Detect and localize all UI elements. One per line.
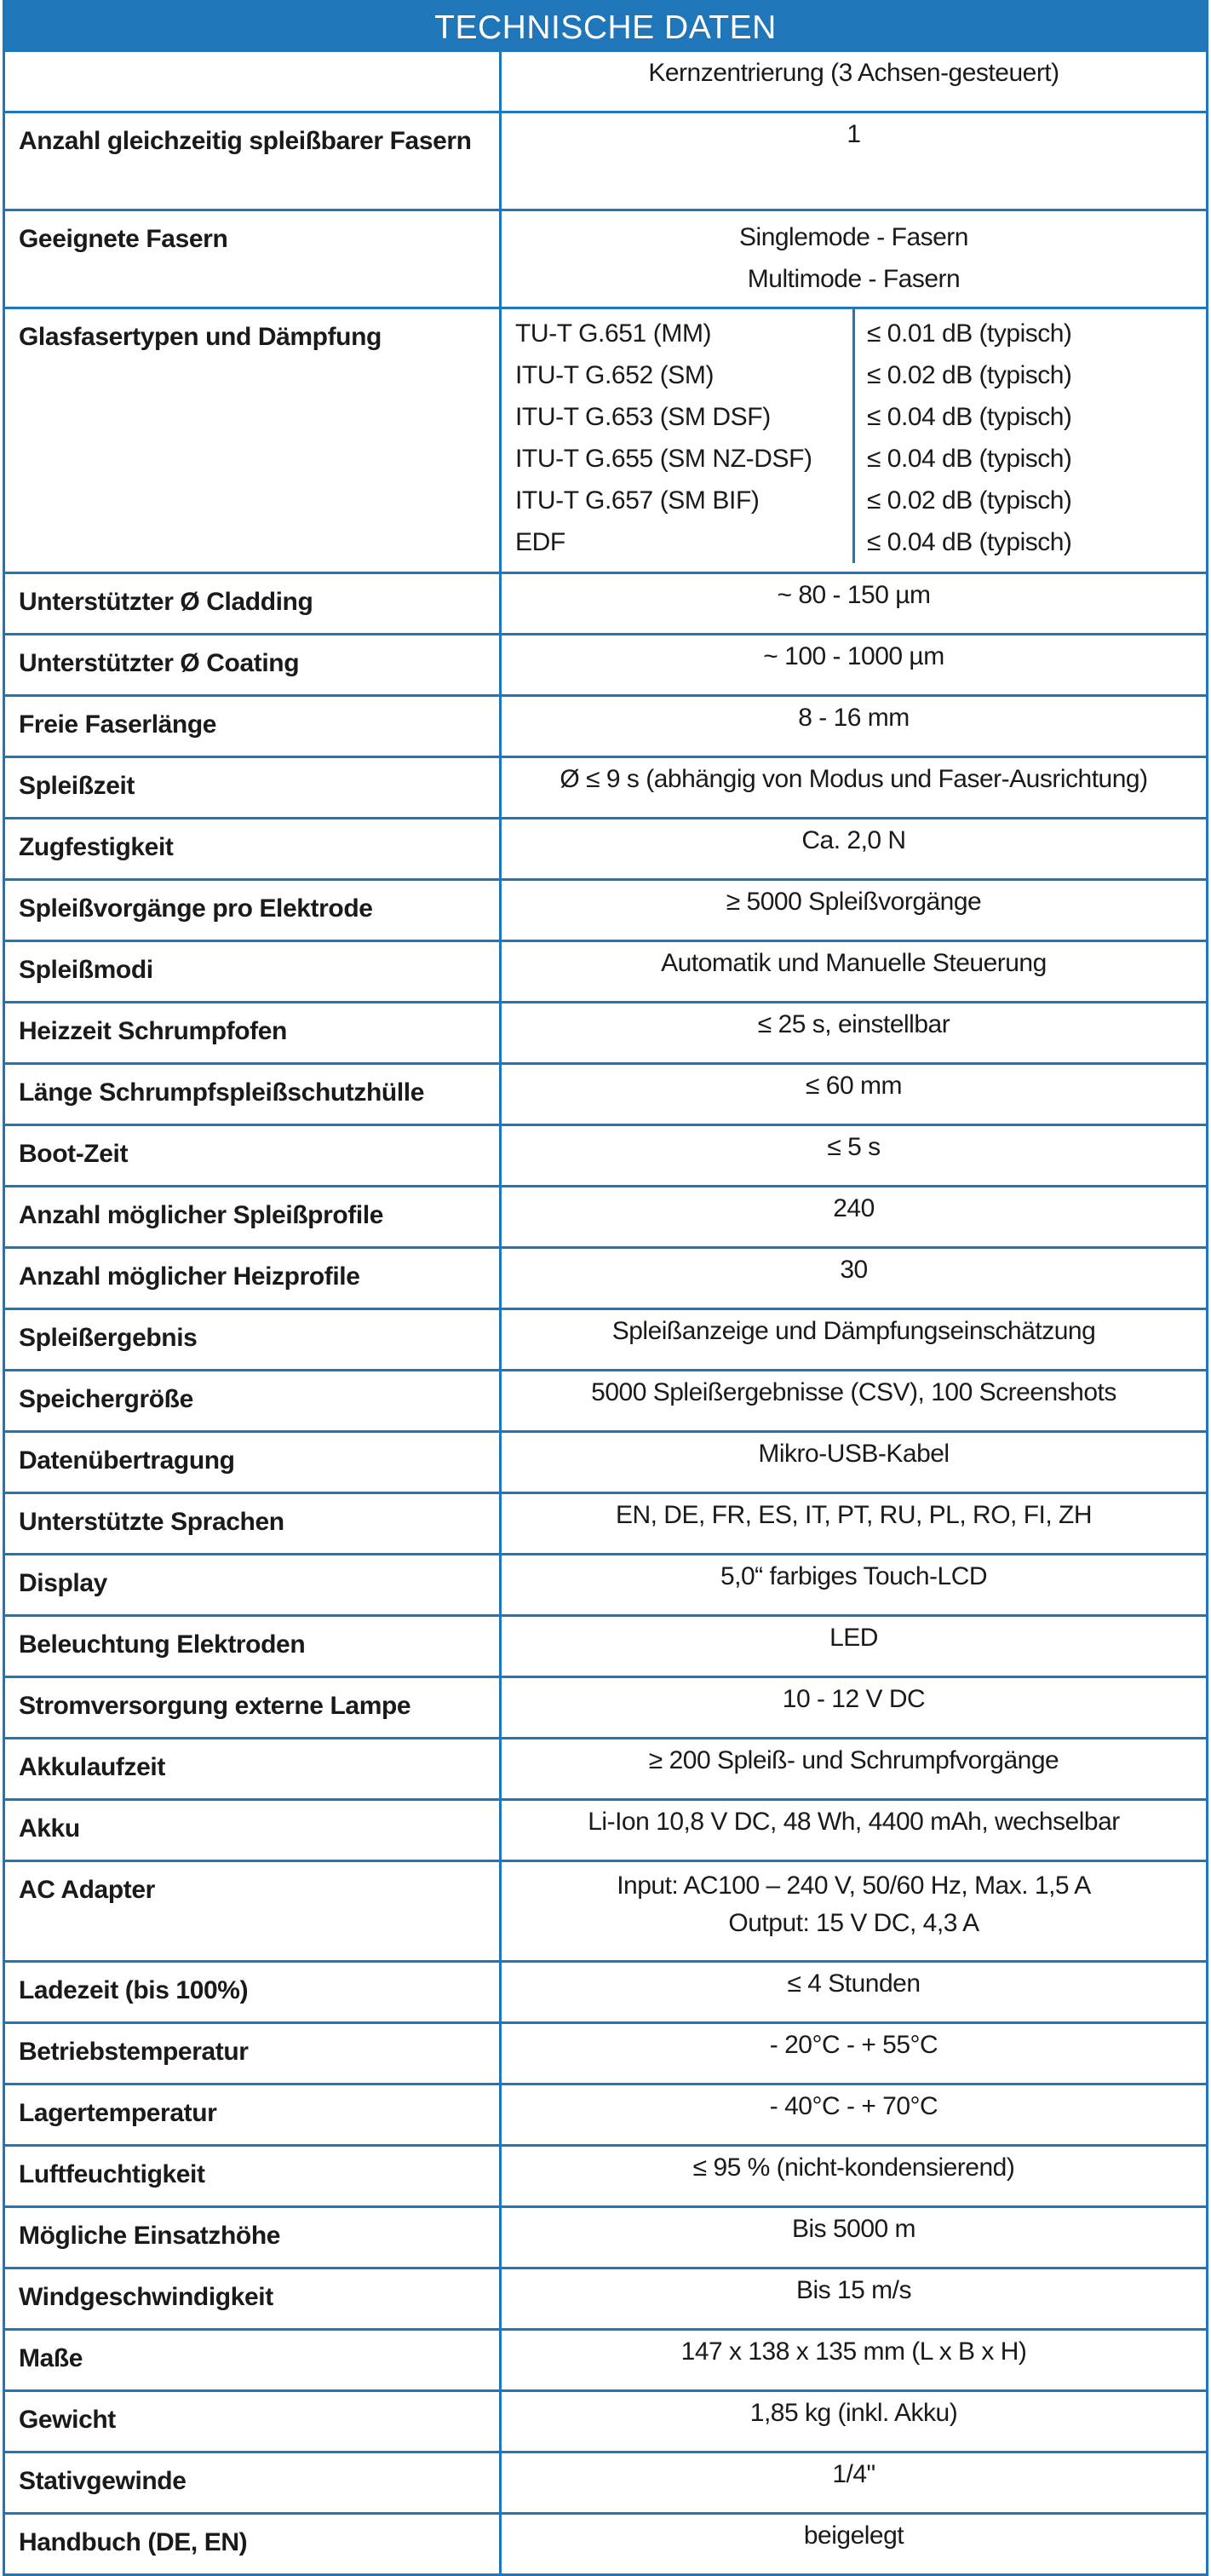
row-value: 10 - 12 V DC [501, 1677, 1208, 1739]
row-value: 147 x 138 x 135 mm (L x B x H) [501, 2330, 1208, 2391]
table-row [4, 1432, 1208, 1493]
row-label: Unterstützte Sprachen [4, 1493, 501, 1555]
fiber-type: ITU-T G.653 (SM DSF) [515, 403, 771, 431]
row-label: Zugfestigkeit [4, 819, 501, 880]
fiber-loss-list [855, 309, 1206, 563]
row-label: Spleißergebnis [4, 1309, 501, 1371]
row-value: Automatik und Manuelle Steuerung [501, 941, 1208, 1003]
row-label: Display [4, 1555, 501, 1616]
table-row [4, 1187, 1208, 1248]
table-row [4, 635, 1208, 696]
table-row [4, 1739, 1208, 1800]
fiber-loss: ≤ 0.04 dB (typisch) [867, 403, 1072, 431]
fiber-type: ITU-T G.655 (SM NZ-DSF) [515, 445, 812, 473]
table-row [4, 2514, 1208, 2575]
row-label: Heizzeit Schrumpfofen [4, 1003, 501, 1064]
row-label: Spleißvorgänge pro Elektrode [4, 880, 501, 941]
row-label: Akku [4, 1800, 501, 1861]
row-value: ≤ 4 Stunden [501, 1962, 1208, 2023]
row-label: Geeignete Fasern [4, 210, 501, 308]
row-value [501, 210, 1208, 308]
value-line: Multimode - Fasern [747, 265, 961, 293]
row-label: Unterstützter Ø Coating [4, 635, 501, 696]
row-value: ≥ 5000 Spleißvorgänge [501, 880, 1208, 941]
row-value: Kernzentrierung (3 Achsen-gesteuert) [501, 51, 1208, 112]
row-value: Mikro-USB-Kabel [501, 1432, 1208, 1493]
row-value: 5000 Spleißergebnisse (CSV), 100 Screenshots [501, 1371, 1208, 1432]
value-line: Output: 15 V DC, 4,3 A [728, 1909, 979, 1937]
row-label: Gewicht [4, 2391, 501, 2452]
row-label: Stativgewinde [4, 2452, 501, 2514]
table-row [4, 1248, 1208, 1309]
row-value: Spleißanzeige und Dämpfungseinschätzung [501, 1309, 1208, 1371]
row-value: ~ 100 - 1000 µm [501, 635, 1208, 696]
row-value: ≤ 5 s [501, 1125, 1208, 1187]
table-row [4, 1309, 1208, 1371]
row-value: 5,0“ farbiges Touch-LCD [501, 1555, 1208, 1616]
table-row [4, 1677, 1208, 1739]
row-label: Mögliche Einsatzhöhe [4, 2207, 501, 2268]
table-row [4, 757, 1208, 819]
fiber-type: TU-T G.651 (MM) [515, 319, 712, 348]
row-value: ~ 80 - 150 µm [501, 573, 1208, 635]
row-value: ≤ 25 s, einstellbar [501, 1003, 1208, 1064]
table-row [4, 2146, 1208, 2207]
row-label: Boot-Zeit [4, 1125, 501, 1187]
row-label [4, 51, 501, 112]
fiber-type-cell [501, 308, 1208, 573]
row-label: Datenübertragung [4, 1432, 501, 1493]
fiber-type: ITU-T G.657 (SM BIF) [515, 486, 760, 515]
table-row [4, 573, 1208, 635]
row-label: AC Adapter [4, 1861, 501, 1962]
row-label: Speichergröße [4, 1371, 501, 1432]
table-row [4, 2330, 1208, 2391]
fiber-loss: ≤ 0.01 dB (typisch) [867, 319, 1072, 348]
table-row [4, 2084, 1208, 2146]
row-value: ≤ 60 mm [501, 1064, 1208, 1125]
row-label: Spleißmodi [4, 941, 501, 1003]
row-value: Bis 15 m/s [501, 2268, 1208, 2330]
table-row [4, 1962, 1208, 2023]
page-title: TECHNISCHE DATEN [3, 0, 1208, 49]
table-row [4, 1616, 1208, 1677]
fiber-loss: ≤ 0.04 dB (typisch) [867, 445, 1072, 473]
row-value: 240 [501, 1187, 1208, 1248]
row-value: Li-Ion 10,8 V DC, 48 Wh, 4400 mAh, wechselbar [501, 1800, 1208, 1861]
table-row [4, 2207, 1208, 2268]
row-value: 1/4" [501, 2452, 1208, 2514]
value-line: Singlemode - Fasern [739, 223, 968, 251]
fiber-type: EDF [515, 528, 565, 556]
row-value: Ø ≤ 9 s (abhängig von Modus und Faser-Ausrichtung) [501, 757, 1208, 819]
table-row [4, 1493, 1208, 1555]
row-label: Unterstützter Ø Cladding [4, 573, 501, 635]
row-label: Spleißzeit [4, 757, 501, 819]
row-label: Betriebstemperatur [4, 2023, 501, 2084]
row-label: Länge Schrumpfspleißschutzhülle [4, 1064, 501, 1125]
row-label: Anzahl gleichzeitig spleißbarer Fasern [4, 112, 501, 210]
table-row [4, 210, 1208, 308]
row-value: ≥ 200 Spleiß- und Schrumpfvorgänge [501, 1739, 1208, 1800]
row-value: - 40°C - + 70°C [501, 2084, 1208, 2146]
table-row [4, 1125, 1208, 1187]
table-row [4, 1555, 1208, 1616]
table-row [4, 941, 1208, 1003]
table-row [4, 819, 1208, 880]
row-value: ≤ 95 % (nicht-kondensierend) [501, 2146, 1208, 2207]
row-value: beigelegt [501, 2514, 1208, 2575]
row-label: Windgeschwindigkeit [4, 2268, 501, 2330]
row-label: Anzahl möglicher Spleißprofile [4, 1187, 501, 1248]
row-value: Bis 5000 m [501, 2207, 1208, 2268]
table-row [4, 308, 1208, 573]
table-row [4, 51, 1208, 112]
row-value: 8 - 16 mm [501, 696, 1208, 757]
table-row [4, 1064, 1208, 1125]
row-label: Handbuch (DE, EN) [4, 2514, 501, 2575]
table-row [4, 2391, 1208, 2452]
row-label: Akkulaufzeit [4, 1739, 501, 1800]
row-label: Luftfeuchtigkeit [4, 2146, 501, 2207]
table-row [4, 2268, 1208, 2330]
row-value: 1 [501, 112, 1208, 210]
spec-sheet [3, 0, 1208, 2576]
row-label: Freie Faserlänge [4, 696, 501, 757]
row-value: LED [501, 1616, 1208, 1677]
fiber-loss: ≤ 0.02 dB (typisch) [867, 361, 1072, 389]
table-row [4, 1371, 1208, 1432]
row-label: Ladezeit (bis 100%) [4, 1962, 501, 2023]
row-value: 30 [501, 1248, 1208, 1309]
row-label: Glasfasertypen und Dämpfung [4, 308, 501, 573]
row-value: EN, DE, FR, ES, IT, PT, RU, PL, RO, FI, ZH [501, 1493, 1208, 1555]
table-row [4, 880, 1208, 941]
table-row [4, 1003, 1208, 1064]
row-label: Maße [4, 2330, 501, 2391]
row-value: - 20°C - + 55°C [501, 2023, 1208, 2084]
table-row [4, 112, 1208, 210]
table-row [4, 696, 1208, 757]
table-row [4, 1800, 1208, 1861]
row-label: Stromversorgung externe Lampe [4, 1677, 501, 1739]
row-value: 1,85 kg (inkl. Akku) [501, 2391, 1208, 2452]
fiber-type-list [502, 309, 855, 563]
fiber-loss: ≤ 0.02 dB (typisch) [867, 486, 1072, 515]
row-label: Beleuchtung Elektroden [4, 1616, 501, 1677]
value-line: Input: AC100 – 240 V, 50/60 Hz, Max. 1,5 A [617, 1872, 1091, 1900]
row-value [501, 1861, 1208, 1962]
row-label: Lagertemperatur [4, 2084, 501, 2146]
row-label: Anzahl möglicher Heizprofile [4, 1248, 501, 1309]
row-value: Ca. 2,0 N [501, 819, 1208, 880]
table-row [4, 2452, 1208, 2514]
table-row [4, 2023, 1208, 2084]
fiber-loss: ≤ 0.04 dB (typisch) [867, 528, 1072, 556]
spec-table [3, 49, 1208, 2576]
table-row [4, 1861, 1208, 1962]
fiber-type: ITU-T G.652 (SM) [515, 361, 715, 389]
